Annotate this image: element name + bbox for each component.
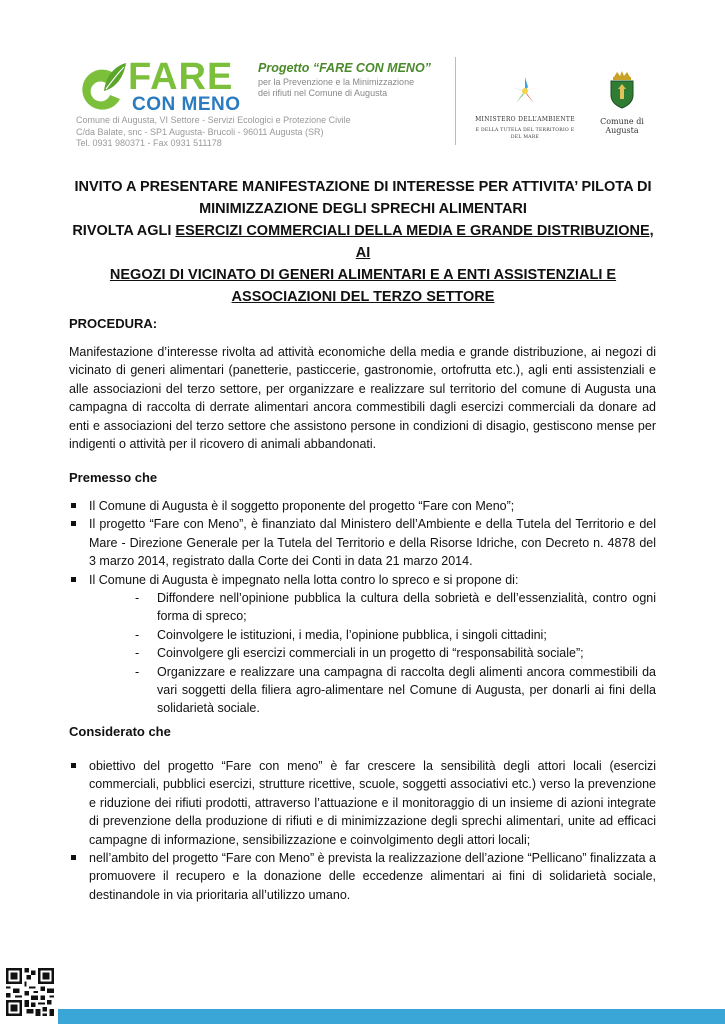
- sublist-item-text: Coinvolgere gli esercizi commerciali in un progetto di “responsabilità sociale”;: [157, 646, 584, 661]
- premesso-heading: Premesso che: [69, 470, 158, 485]
- dash-marker: -: [135, 627, 140, 642]
- list-item: [69, 571, 656, 589]
- title-line-1: INVITO A PRESENTARE MANIFESTAZIONE DI INTERESSE PER ATTIVITA’ PILOTA DI: [74, 179, 652, 195]
- sublist-item: [135, 663, 656, 718]
- sublist-item-text: Organizzare e realizzare una campagna di raccolta degli alimenti ancora commestibili da vari soggetti della filiera agro-alimentare nel Comune di Augusta, per donarli ai fini della solidarietà sociale.: [157, 664, 656, 716]
- ministero-logo: [475, 75, 575, 141]
- comune-logo-label: Comune di Augusta: [600, 117, 644, 135]
- sublist-item: [135, 626, 656, 644]
- sublist-item: [135, 589, 656, 626]
- letterhead: [70, 55, 670, 155]
- coat-of-arms-icon: [607, 71, 637, 109]
- fare-con-meno-logo: [76, 57, 246, 113]
- list-item-text: Il progetto “Fare con Meno”, è finanziato dal Ministero dell’Ambiente e della Tutela del Territorio e del Mare - Direzione Generale per la Tutela del Territorio e della Risorse Idriche, con Decreto n. 4878 del 3 marzo 2014, registrato dalla Corte dei Conti in data 21 marzo 2014.: [89, 517, 656, 569]
- project-subtitle: per la Prevenzione e la Minimizzazione dei rifiuti nel Comune di Augusta: [258, 77, 415, 98]
- footer-bar: [58, 1009, 725, 1024]
- bullet-square-icon: [71, 855, 76, 860]
- list-item-text: nell’ambito del progetto “Fare con Meno” è prevista la realizzazione dell’azione “Pellicano” finalizzata a promuovere il recupero e la donazione delle eccedenze alimentari ai fini di solidarietà sociale, destinandole in via prioritaria all’utilizzo umano.: [89, 851, 656, 902]
- considerato-list: [69, 757, 656, 904]
- sublist-item-text: Diffondere nell’opinione pubblica la cultura della sobrietà e dell’essenzialità, contro ogni forma di spreco;: [157, 591, 656, 624]
- dash-marker: -: [135, 664, 140, 679]
- procedura-heading: PROCEDURA:: [69, 316, 158, 331]
- bullet-square-icon: [71, 521, 76, 526]
- ministero-label-1: MINISTERO DELL’AMBIENTE: [475, 116, 575, 123]
- bullet-square-icon: [71, 577, 76, 582]
- title-line-3-underlined: ESERCIZI COMMERCIALI DELLA MEDIA E GRANDE DISTRIBUZIONE, AI: [175, 223, 654, 261]
- list-item: [69, 497, 656, 515]
- comune-phone: Tel. 0931 980371 - Fax 0931 511178: [76, 138, 222, 148]
- title-line-4: NEGOZI DI VICINATO DI GENERI ALIMENTARI E A ENTI ASSISTENZIALI E: [109, 267, 617, 283]
- list-item: [69, 515, 656, 570]
- considerato-heading: Considerato che: [69, 724, 171, 739]
- logo-fare-text: FARE: [128, 56, 234, 98]
- title-line-3: [66, 220, 660, 264]
- sublist-item-text: Coinvolgere le istituzioni, i media, l’opinione pubblica, i singoli cittadini;: [157, 627, 547, 642]
- premesso-list: [69, 497, 656, 718]
- logo-conmeno-text: CON MENO: [132, 94, 241, 115]
- dash-marker: -: [135, 591, 140, 606]
- bullet-square-icon: [71, 763, 76, 768]
- leaf-logo-icon: [76, 61, 128, 115]
- ministero-star-icon: [509, 75, 541, 107]
- document-title: [66, 176, 660, 308]
- title-line-2: MINIMIZZAZIONE DEGLI SPRECHI ALIMENTARI: [199, 201, 527, 217]
- project-title: Progetto “FARE CON MENO”: [258, 61, 431, 75]
- comune-contact-info: [76, 115, 376, 150]
- comune-office: Comune di Augusta, VI Settore - Servizi Ecologici e Protezione Civile: [76, 115, 351, 125]
- header-divider: [455, 57, 456, 145]
- dash-marker: -: [135, 646, 140, 661]
- list-item-text: Il Comune di Augusta è impegnato nella lotta contro lo spreco e si propone di:: [89, 572, 519, 587]
- procedura-text: Manifestazione d’interesse rivolta ad attività economiche della media e grande distribuzione, ai negozi di vicinato di generi alimentari (panetterie, pasticcerie, gastronomie, ortofrutta etc.), agli enti assistenziali e alle associazioni del terzo settore, per organizzare e realizzare sul territorio del comune di Augusta una campagna di raccolta di derrate alimentari ancora commestibili dagli esercizi commerciali da donare ad enti e associazioni del terzo settore che assistono persone in condizioni di disagio, gestiscono mense per indigenti o attività per il ricovero di animali abbandonati.: [69, 345, 656, 452]
- list-item-text: Il Comune di Augusta è il soggetto proponente del progetto “Fare con Meno”;: [89, 499, 515, 513]
- list-item-text: obiettivo del progetto “Fare con meno” è far crescere la sensibilità degli attori locali (esercizi commerciali, pubblici esercizi, strutture ricettive, scuole, soggetti associativi etc.) verso la prevenzione e riduzione dei rifiuti prodotti, attraverso l’attuazione e il monitoraggio di un insieme di azioni integrate di prevenzione della produzione di rifiuti e di minimizzazione degli sprechi alimentari, unite ad efficaci campagne di informazione, sensibilizzazione e coinvolgimento degli attori locali;: [89, 759, 656, 847]
- title-line-5: ASSOCIAZIONI DEL TERZO SETTORE: [231, 289, 495, 305]
- premesso-sublist: [135, 589, 656, 718]
- list-item: [69, 849, 656, 904]
- bullet-square-icon: [71, 503, 76, 508]
- qr-code-icon: [6, 968, 54, 1016]
- sublist-item: [135, 644, 656, 662]
- list-item: [69, 757, 656, 849]
- title-line-3-prefix: RIVOLTA AGLI: [72, 223, 176, 239]
- comune-address: C/da Balate, snc - SP1 Augusta- Brucoli - 96011 Augusta (SR): [76, 126, 324, 137]
- comune-augusta-logo: [594, 71, 650, 135]
- ministero-label-2: E DELLA TUTELA DEL TERRITORIO E DEL MARE: [475, 128, 575, 140]
